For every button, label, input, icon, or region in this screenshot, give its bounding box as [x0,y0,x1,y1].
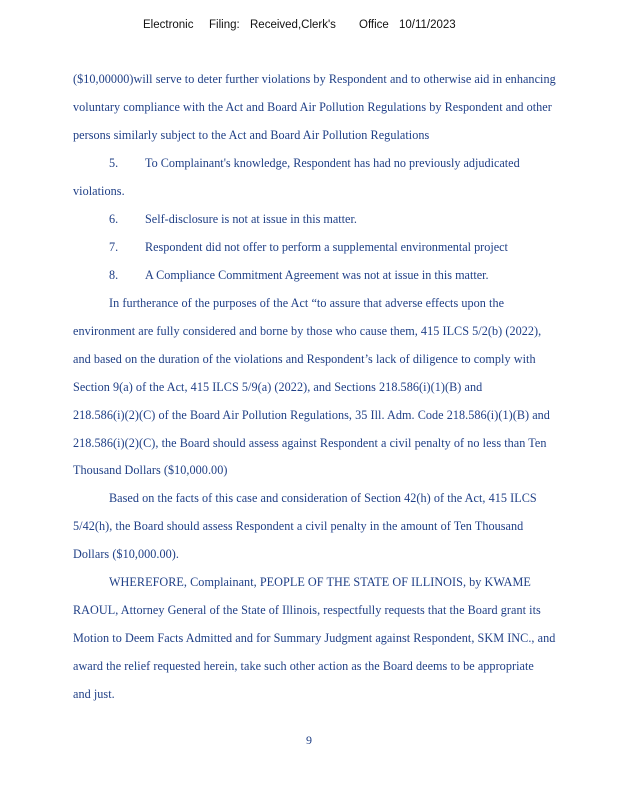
paragraph-line: WHEREFORE, Complainant, PEOPLE OF THE STATE OF ILLINOIS, by KWAME [109,575,531,589]
paragraph-line: Section 9(a) of the Act, 415 ILCS 5/9(a) (2022), and Sections 218.586(i)(1)(B) and [73,380,483,394]
paragraph-line: 218.586(i)(2)(C) of the Board Air Pollution Regulations, 35 Ill. Adm. Code 218.586(i)(1)(B) and [73,408,550,422]
header-received: Received,Clerk's [250,19,336,31]
item-text: Respondent did not offer to perform a supplemental environmental project [145,240,508,254]
paragraph-line: RAOUL, Attorney General of the State of Illinois, respectfully requests that the Board grant its [73,603,541,617]
item-text: Self-disclosure is not at issue in this matter. [145,212,357,226]
item-text: To Complainant's knowledge, Respondent has had no previously adjudicated [145,156,520,170]
paragraph-line: and based on the duration of the violations and Respondent’s lack of diligence to comply with [73,352,536,366]
header-date: 10/11/2023 [399,19,456,31]
paragraph-line: Dollars ($10,000.00). [73,547,179,561]
paragraph-line: ($10,00000)will serve to deter further violations by Respondent and to otherwise aid in enhancing [73,72,556,86]
paragraph-line: Motion to Deem Facts Admitted and for Summary Judgment against Respondent, SKM INC., and [73,631,556,645]
paragraph-line: voluntary compliance with the Act and Board Air Pollution Regulations by Respondent and other [73,100,552,114]
header-electronic: Electronic [143,19,194,31]
paragraph-line: 218.586(i)(2)(C), the Board should assess against Respondent a civil penalty of no less than Ten [73,436,547,450]
item-number: 8. [109,268,119,282]
paragraph-line: In furtherance of the purposes of the Act “to assure that adverse effects upon the [109,296,505,310]
paragraph-line: Based on the facts of this case and consideration of Section 42(h) of the Act, 415 ILCS [109,491,537,505]
paragraph-line: environment are fully considered and borne by those who cause them, 415 ILCS 5/2(b) (2022), [73,324,542,338]
paragraph-line: persons similarly subject to the Act and Board Air Pollution Regulations [73,128,430,142]
item-number: 5. [109,156,119,170]
paragraph-line: Thousand Dollars ($10,000.00) [73,463,228,477]
item-number: 6. [109,212,119,226]
item-number: 7. [109,240,119,254]
item-text: A Compliance Commitment Agreement was not at issue in this matter. [145,268,489,282]
paragraph-line: award the relief requested herein, take such other action as the Board deems to be appropriate [73,659,534,673]
paragraph-line: and just. [73,687,115,701]
header-office: Office [359,19,389,31]
paragraph-line: 5/42(h), the Board should assess Respondent a civil penalty in the amount of Ten Thousand [73,519,524,533]
header-filing: Filing: [209,19,240,31]
paragraph-line: violations. [73,184,125,198]
page-number: 9 [306,733,312,747]
